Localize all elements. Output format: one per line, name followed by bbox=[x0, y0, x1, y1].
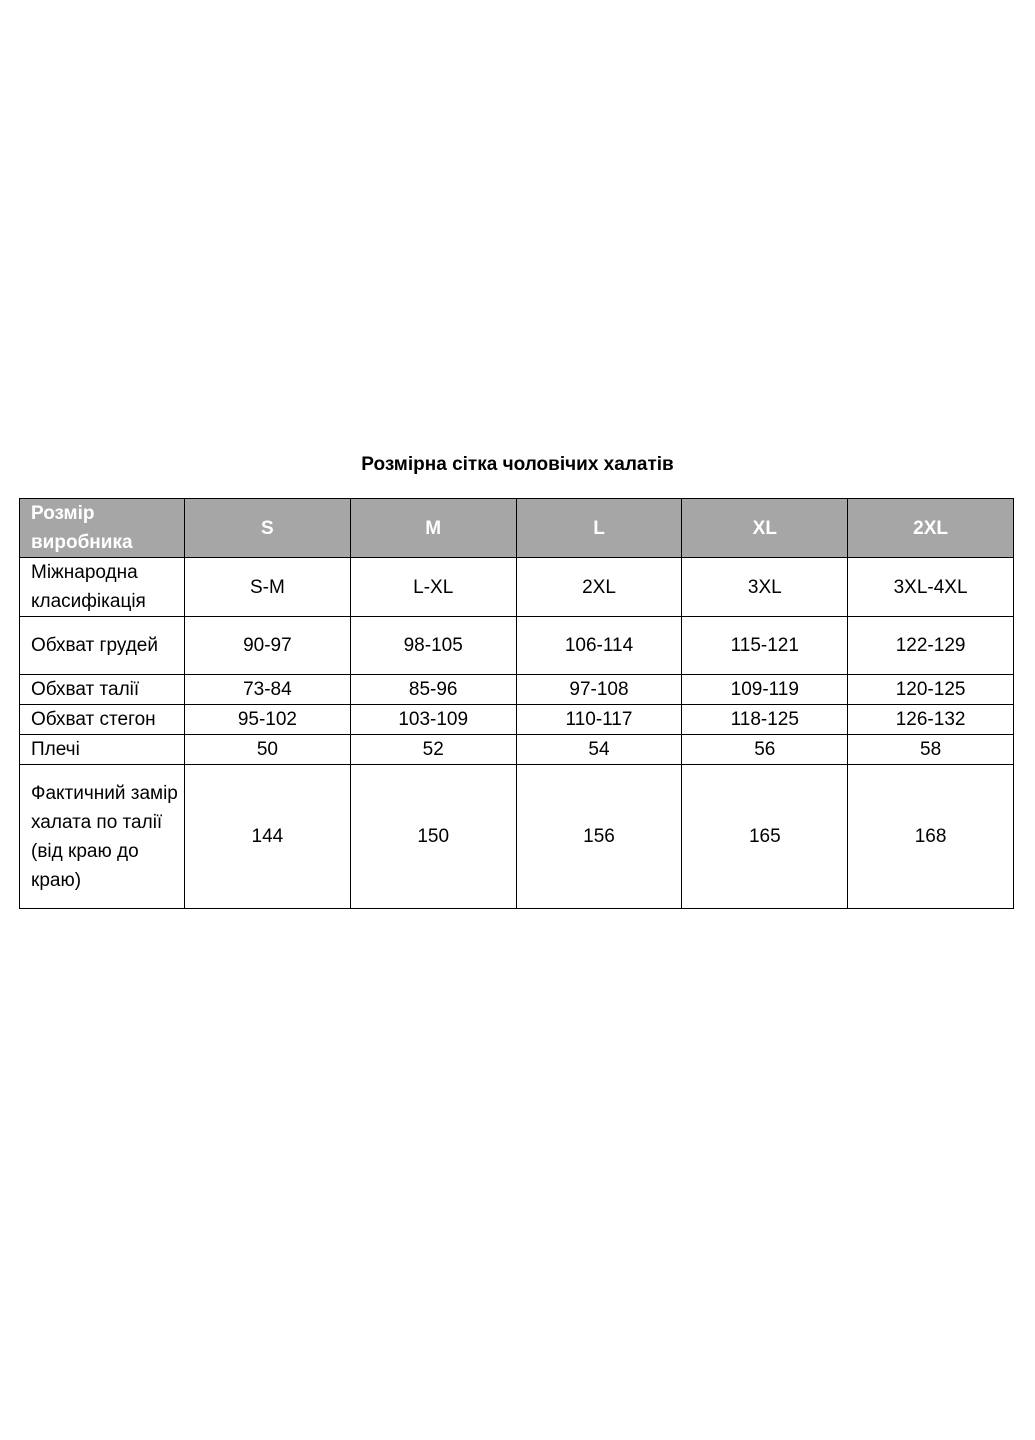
size-table bbox=[19, 498, 1014, 909]
header-size: S bbox=[185, 499, 351, 558]
table-cell: 126-132 bbox=[848, 705, 1014, 735]
table-row bbox=[20, 735, 1014, 765]
table-cell: 50 bbox=[185, 735, 351, 765]
header-size: M bbox=[350, 499, 516, 558]
table-header-row bbox=[20, 499, 1014, 558]
table-cell: 3XL-4XL bbox=[848, 558, 1014, 617]
table-cell: 73-84 bbox=[185, 675, 351, 705]
table-cell: 120-125 bbox=[848, 675, 1014, 705]
table-cell: 3XL bbox=[682, 558, 848, 617]
table-cell: 56 bbox=[682, 735, 848, 765]
table-cell: 144 bbox=[185, 765, 351, 909]
table-cell: 115-121 bbox=[682, 617, 848, 675]
table-cell: 52 bbox=[350, 735, 516, 765]
table-row bbox=[20, 675, 1014, 705]
header-size: L bbox=[516, 499, 682, 558]
table-cell: 118-125 bbox=[682, 705, 848, 735]
row-label: Обхват талії bbox=[20, 675, 185, 705]
row-label: Плечі bbox=[20, 735, 185, 765]
table-cell: 165 bbox=[682, 765, 848, 909]
table-cell: 156 bbox=[516, 765, 682, 909]
page-title: Розмірна сітка чоловічих халатів bbox=[361, 454, 674, 475]
table-cell: 2XL bbox=[516, 558, 682, 617]
table-cell: 90-97 bbox=[185, 617, 351, 675]
table-row bbox=[20, 558, 1014, 617]
row-label: Міжнародна класифікація bbox=[20, 558, 185, 617]
table-cell: 97-108 bbox=[516, 675, 682, 705]
table-row bbox=[20, 705, 1014, 735]
row-label: Фактичний замір халата по талії (від краю до краю) bbox=[20, 765, 185, 909]
row-label: Обхват стегон bbox=[20, 705, 185, 735]
table-cell: 109-119 bbox=[682, 675, 848, 705]
table-row bbox=[20, 617, 1014, 675]
table-cell: 110-117 bbox=[516, 705, 682, 735]
table-cell: 58 bbox=[848, 735, 1014, 765]
table-cell: L-XL bbox=[350, 558, 516, 617]
table-cell: 54 bbox=[516, 735, 682, 765]
table-cell: 98-105 bbox=[350, 617, 516, 675]
header-size: 2XL bbox=[848, 499, 1014, 558]
header-label: Розмір виробника bbox=[20, 499, 185, 558]
table-cell: 168 bbox=[848, 765, 1014, 909]
table-cell: S-M bbox=[185, 558, 351, 617]
table-cell: 85-96 bbox=[350, 675, 516, 705]
table-cell: 103-109 bbox=[350, 705, 516, 735]
table-row bbox=[20, 765, 1014, 909]
table-cell: 150 bbox=[350, 765, 516, 909]
table-cell: 122-129 bbox=[848, 617, 1014, 675]
header-size: XL bbox=[682, 499, 848, 558]
table-cell: 95-102 bbox=[185, 705, 351, 735]
table-cell: 106-114 bbox=[516, 617, 682, 675]
row-label: Обхват грудей bbox=[20, 617, 185, 675]
